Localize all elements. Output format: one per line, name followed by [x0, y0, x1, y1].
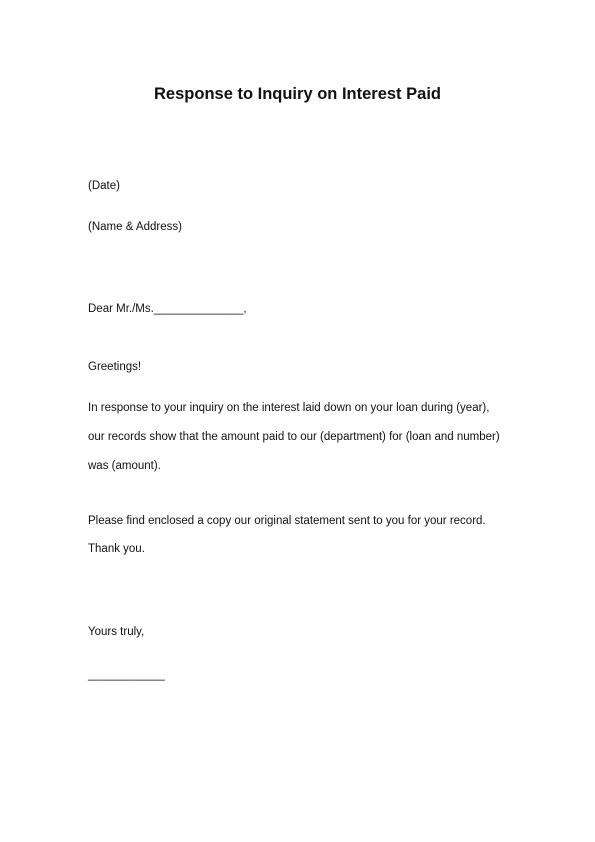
signature-line: ____________	[88, 669, 165, 681]
body-line-1: In response to your inquiry on the interest laid down on your loan during (year),	[88, 402, 490, 414]
name-address-line: (Name & Address)	[88, 221, 182, 233]
greeting-line: Greetings!	[88, 361, 142, 373]
body-line-3: was (amount).	[88, 460, 161, 472]
thanks-line: Thank you.	[88, 543, 145, 555]
body-line-2: our records show that the amount paid to our (department) for (loan and number)	[88, 431, 500, 443]
enclosure-line: Please find enclosed a copy our original statement sent to you for your record.	[88, 515, 486, 527]
date-line: (Date)	[88, 180, 120, 192]
closing-line: Yours truly,	[88, 626, 145, 638]
letter-title: Response to Inquiry on Interest Paid	[154, 85, 441, 103]
salutation-line: Dear Mr./Ms.______________,	[88, 303, 247, 315]
